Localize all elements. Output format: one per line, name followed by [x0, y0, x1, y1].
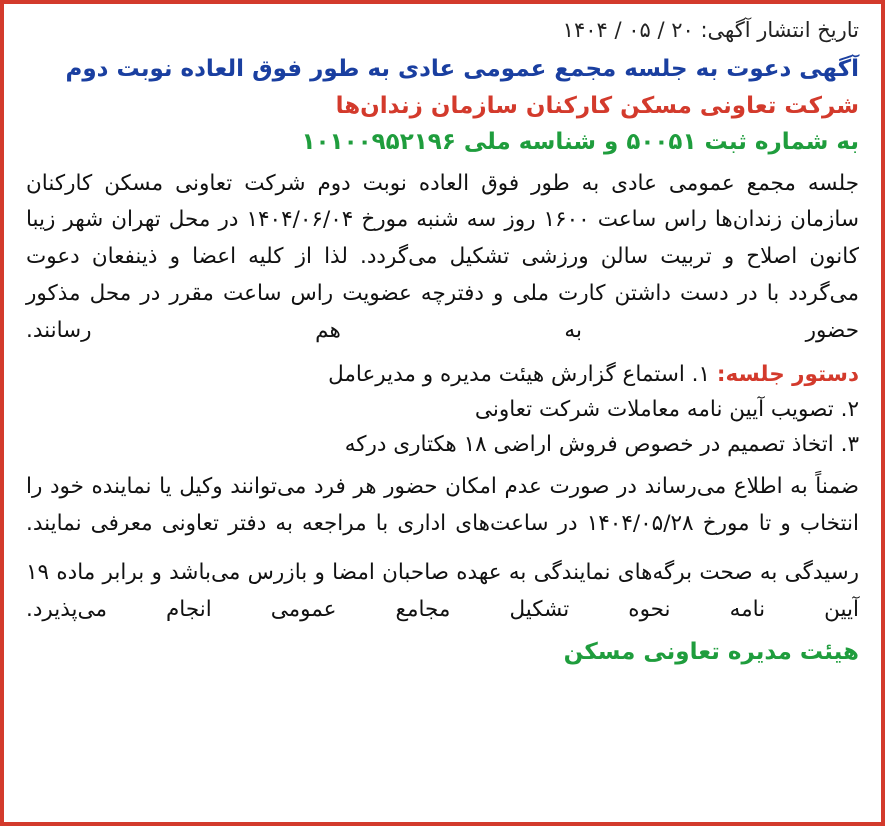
agenda-label: دستور جلسه:	[716, 362, 859, 388]
title-line-3: به شماره ثبت ۵۰۰۵۱ و شناسه ملی ۱۰۱۰۰۹۵۲۱۹۶	[301, 129, 859, 155]
agenda-item-3: ۳. اتخاذ تصمیم در خصوص فروش اراضی ۱۸ هکتاری درکه	[344, 432, 859, 457]
document-content	[26, 18, 859, 665]
agenda-item-2: ۲. تصویب آیین نامه معاملات شرکت تعاونی	[474, 397, 859, 423]
body-paragraph-2: ضمناً به اطلاع می‌رساند در صورت عدم امکان حضور هر فرد می‌توانند وکیل یا نماینده خود را انتخاب و تا مورخ ۱۴۰۴/۰۵/۲۸ در ساعت‌های اداری با مراجعه به دفتر تعاونی معرفی نمایند.	[26, 473, 859, 536]
publication-date: تاریخ انتشار آگهی: ۲۰ / ۰۵ / ۱۴۰۴	[562, 18, 859, 42]
signature-line: هیئت مدیره تعاونی مسکن	[563, 638, 859, 665]
agenda-first-line	[26, 358, 859, 393]
title-line-2: شرکت تعاونی مسکن کارکنان سازمان زندان‌ها	[335, 92, 859, 119]
body-paragraph-3: رسیدگی به صحت برگه‌های نمایندگی به عهده صاحبان امضا و بازرس می‌باشد و برابر ماده ۱۹ آیین نامه نحوه تشکیل مجامع عمومی انجام می‌پذیرد.	[26, 559, 859, 622]
spacer	[26, 545, 859, 555]
agenda-item-1: ۱. استماع گزارش هیئت مدیره و مدیرعامل	[328, 362, 711, 388]
document-title-block	[26, 52, 859, 160]
body-paragraph-1: جلسه مجمع عمومی عادی به طور فوق العاده نوبت دوم شرکت تعاونی مسکن کارکنان سازمان زندان‌ها راس ساعت ۱۶۰۰ روز سه شنبه مورخ ۱۴۰۴/۰۶/۰۴ در محل تهران شهر زیبا کانون اصلاح و تربیت سالن ورزشی تشکیل می‌گردد. لذا از کلیه اعضا و ذینفعان دعوت می‌گردد با در دست داشتن کارت ملی و دفترچه عضویت راس ساعت مقرر در محل مذکور حضور به هم رسانند.	[26, 170, 859, 344]
title-line-1: آگهی دعوت به جلسه مجمع عمومی عادی به طور فوق العاده نوبت دوم	[65, 56, 859, 82]
